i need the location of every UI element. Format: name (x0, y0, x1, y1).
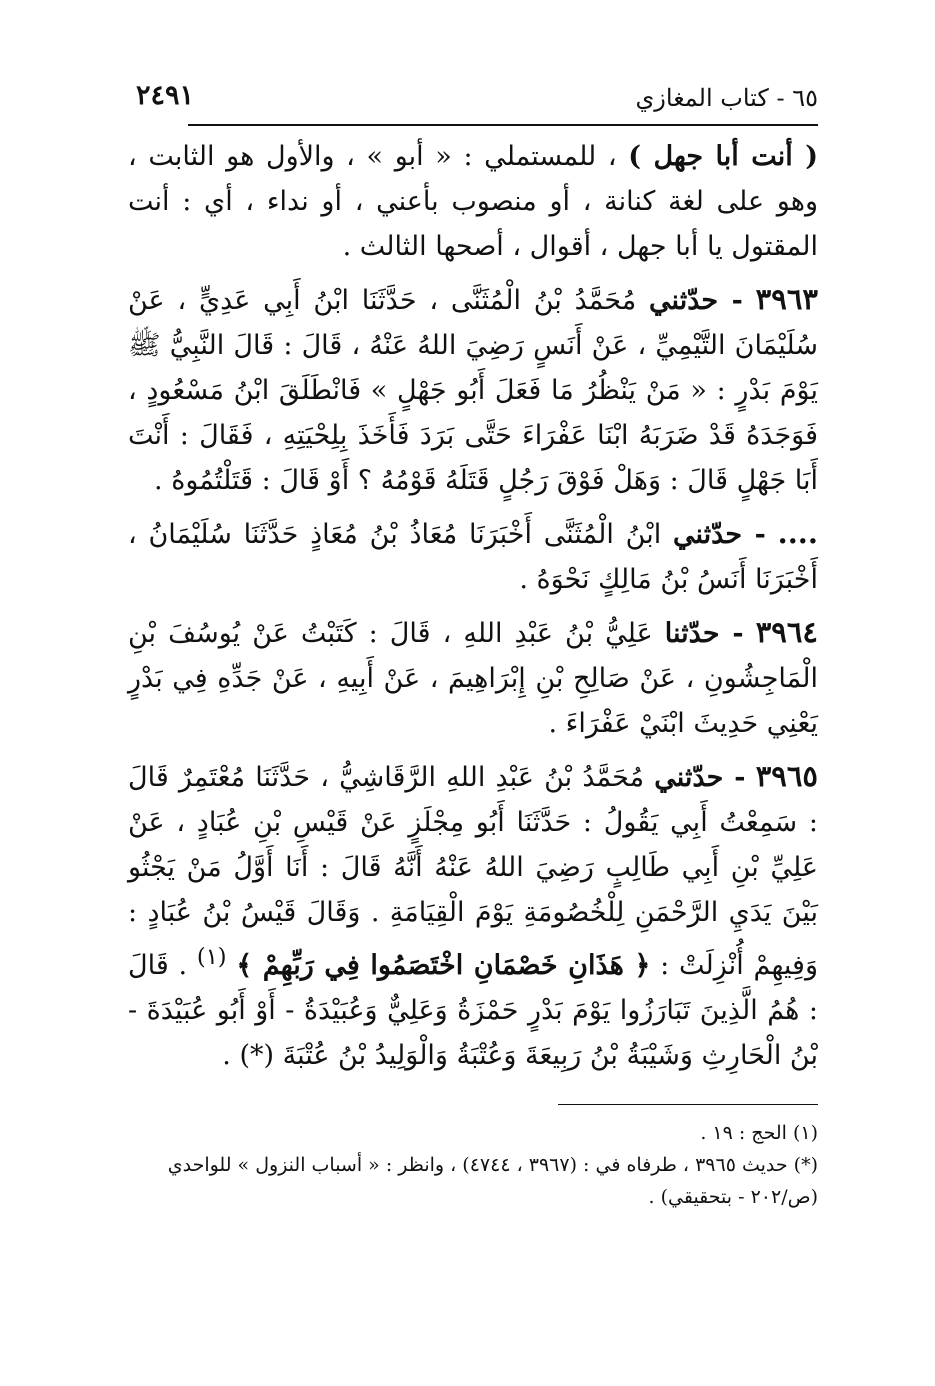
hadith-3963-variant (128, 511, 818, 602)
page-number: ٢٤٩١ (136, 80, 195, 111)
chapter-title: ٦٥ - كتاب المغازي (635, 84, 818, 112)
hadith-lead: - حدّثنا (664, 618, 744, 649)
book-page (128, 80, 818, 1213)
hadith-number: ٣٩٦٣ (755, 282, 818, 316)
hadith-number: ٣٩٦٥ (755, 759, 818, 793)
footnotes (128, 1117, 818, 1213)
hadith-number: ٣٩٦٤ (755, 615, 819, 649)
note-text: ، للمستملي : « أبو » ، والأول هو الثابت ، وهو على لغة كنانة ، أو منصوب بأعني ، أو نداء ، أي : أنت المقتول يا أبا جهل ، أقوال ، أصحها الثالث . (128, 141, 818, 262)
hadith-text: مُحَمَّدُ بْنُ الْمُثَنَّى ، حَدَّثَنَا ابْنُ أَبِي عَدِيٍّ ، عَنْ سُلَيْمَانَ التَّيْمِيِّ ، عَنْ أَنَسٍ رَضِيَ اللهُ عَنْهُ ، قَالَ : قَالَ النَّبِيُّ ﷺ يَوْمَ بَدْرٍ : « مَنْ يَنْظُرُ مَا فَعَلَ أَبُو جَهْلٍ » فَانْطَلَقَ ابْنُ مَسْعُودٍ ، فَوَجَدَهُ قَدْ ضَرَبَهُ ابْنَا عَفْرَاءَ حَتَّى بَرَدَ فَأَخَذَ بِلِحْيَتِهِ ، فَقَالَ : أَنْتَ أَبَا جَهْلٍ قَالَ : وَهَلْ فَوْقَ رَجُلٍ قَتَلَهُ قَوْمُهُ ؟ أَوْ قَالَ : قَتَلْتُمُوهُ . (128, 285, 818, 496)
footnote-ref: (١) (196, 944, 227, 970)
hadith-3965 (128, 754, 818, 1078)
hadith-3963 (128, 277, 818, 503)
footnote-rule (558, 1104, 818, 1105)
page-header (128, 80, 818, 124)
hadith-text: مُحَمَّدُ بْنُ عَبْدِ اللهِ الرَّقَاشِيُّ ، حَدَّثَنَا مُعْتَمِرٌ قَالَ : سَمِعْتُ أَبِي يَقُولُ : حَدَّثَنَا أَبُو مِجْلَزٍ عَنْ قَيْسِ بْنِ عُبَادٍ ، عَنْ عَلِيِّ بْنِ أَبِي طَالِبٍ رَضِيَ اللهُ عَنْهُ أَنَّهُ قَالَ : أَنَا أَوَّلُ مَنْ يَجْثُو بَيْنَ يَدَيِ الرَّحْمَنِ لِلْخُصُومَةِ يَوْمَ الْقِيَامَةِ . وَقَالَ قَيْسُ بْنُ عُبَادٍ : وَفِيهِمْ أُنْزِلَتْ : (128, 762, 818, 981)
header-rule (188, 124, 818, 126)
quran-verse: ﴿ هَذَانِ خَصْمَانِ اخْتَصَمُوا فِي رَبِّهِمْ ﴾ (236, 950, 651, 981)
hadith-lead: - حدّثني (654, 762, 746, 793)
hadith-text-continued: . قَالَ : هُمُ الَّذِينَ تَبَارَزُوا يَوْمَ بَدْرٍ حَمْزَةُ وَعَلِيٌّ وَعُبَيْدَةُ - أَوْ أَبُو عُبَيْدَةَ - بْنُ الْحَارِثِ وَشَيْبَةُ بْنُ رَبِيعَةَ وَعُتْبَةُ وَالْوَلِيدُ بْنُ عُتْبَةَ (*) . (128, 950, 818, 1071)
hadith-text: ابْنُ الْمُثَنَّى أَخْبَرَنَا مُعَاذُ بْنُ مُعَاذٍ حَدَّثَنَا سُلَيْمَانُ ، أَخْبَرَنَا أَنَسُ بْنُ مَالِكٍ نَحْوَهُ . (128, 519, 818, 595)
hadith-lead: - حدّثني (649, 285, 743, 316)
main-text (128, 134, 818, 1078)
hadith-lead: - حدّثني (673, 519, 766, 550)
hadith-text: عَلِيُّ بْنُ عَبْدِ اللهِ ، قَالَ : كَتَبْتُ عَنْ يُوسُفَ بْنِ الْمَاجِشُونِ ، عَنْ صَالِحِ بْنِ إِبْرَاهِيمَ ، عَنْ أَبِيهِ ، عَنْ جَدِّهِ فِي بَدْرٍ يَعْنِي حَدِيثَ ابْنَيْ عَفْرَاءَ . (128, 618, 818, 739)
footnote: (*) حديث ٣٩٦٥ ، طرفاه في : (٣٩٦٧ ، ٤٧٤٤) ، وانظر : « أسباب النزول » للواحدي (ص/٢٠٢ - بتحقيقي) . (167, 1154, 818, 1208)
note-heading: ( أنت أبا جهل ) (628, 141, 818, 172)
hadith-3964 (128, 610, 818, 746)
commentary-note (128, 134, 818, 269)
hadith-number: .... (777, 516, 818, 550)
footnote: (١) الحج : ١٩ . (700, 1122, 818, 1144)
